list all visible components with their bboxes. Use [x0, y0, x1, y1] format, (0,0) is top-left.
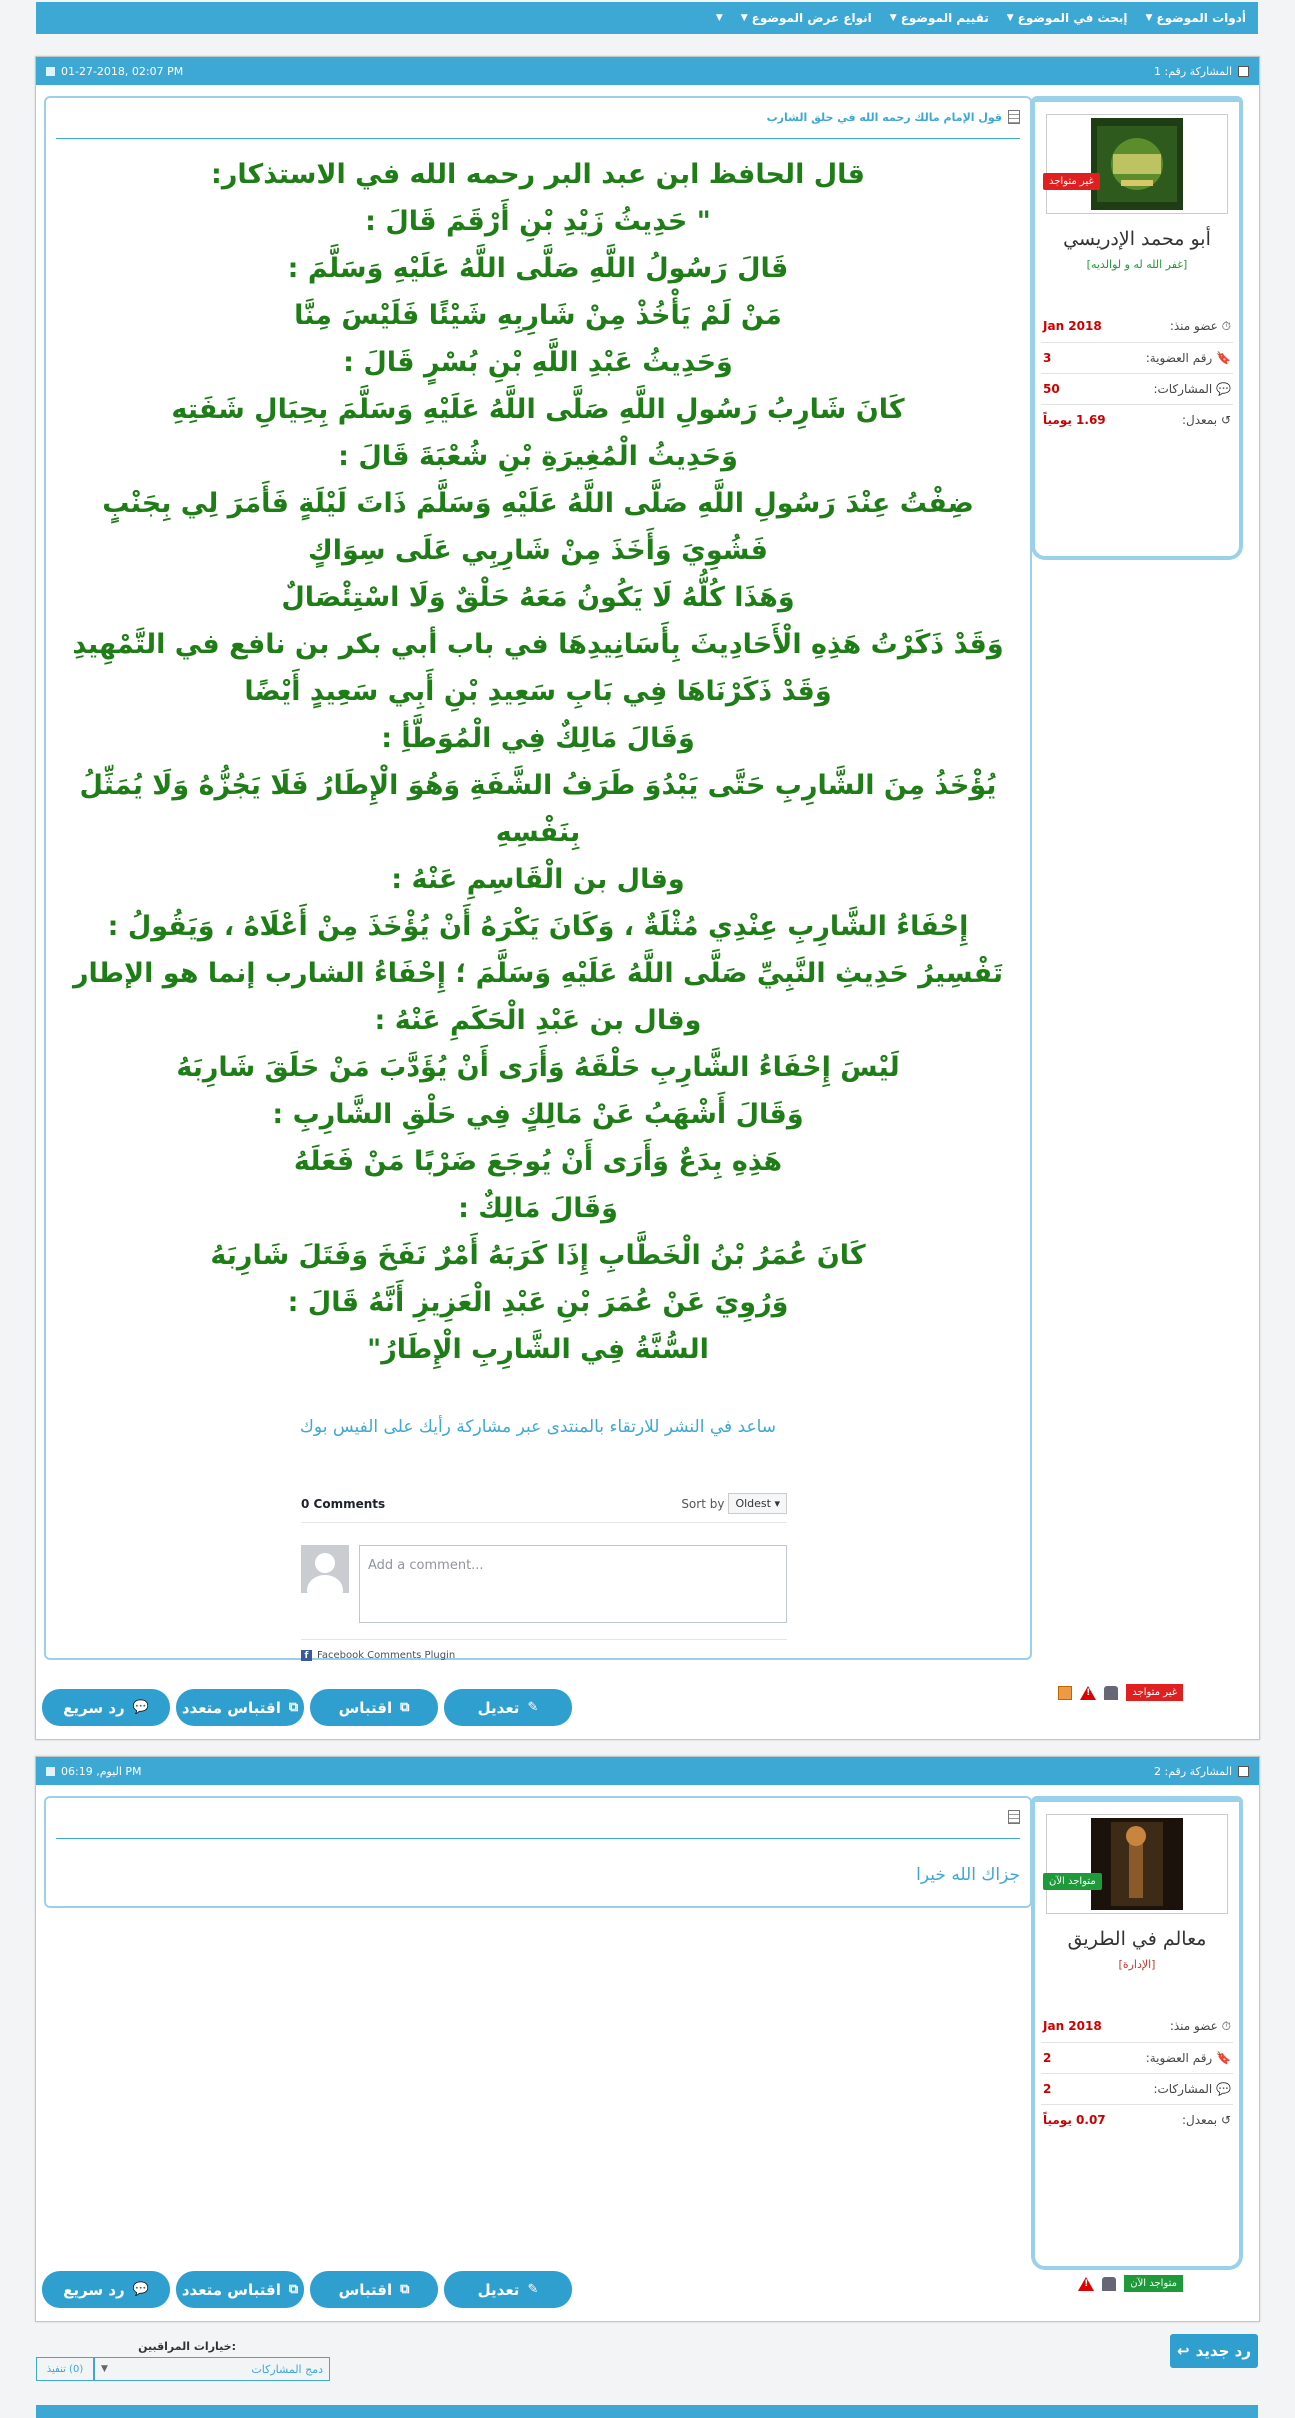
message-line: ضِفْتُ عِنْدَ رَسُولِ اللَّهِ صَلَّى اللَّهُ عَلَيْهِ وَسَلَّمَ ذَاتَ لَيْلَةٍ فَأَمَرَ لِي بِجَنْبٍ فَشُوِيَ وَأَخَذَ مِنْ شَارِبِي عَلَى سِوَاكٍ: [102, 488, 974, 566]
message-line: لَيْسَ إِحْفَاءُ الشَّارِبِ حَلْقَهُ وَأَرَى أَنْ يُؤَدَّبَ مَنْ حَلَقَ شَارِبَهُ: [176, 1052, 900, 1083]
user-profile-icon[interactable]: [1102, 2277, 1116, 2291]
message-line: " حَدِيثُ زَيْدِ بْنِ أَرْقَمَ قَالَ :: [365, 206, 711, 237]
stat-label-text: المشاركات:: [1153, 2082, 1213, 2096]
user-title: [الإدارة]: [1118, 1958, 1156, 1971]
post-message: [46, 139, 1030, 1373]
offline-badge: غير متواجد: [1126, 1684, 1183, 1701]
quote-icon: ⧉: [288, 1700, 299, 1715]
chevron-down-icon: ▼: [1145, 13, 1153, 23]
post-2: [35, 1756, 1260, 2322]
quote-label: اقتباس: [338, 1698, 393, 1717]
moderation-go-button[interactable]: (0) تنفيذ: [36, 2357, 94, 2381]
pencil-icon: ✎: [527, 1700, 539, 1715]
select-post-checkbox[interactable]: [1238, 66, 1249, 77]
display-modes-menu[interactable]: [741, 11, 872, 25]
avatar[interactable]: [1046, 1814, 1228, 1914]
stat-label: ↺ بمعدل:: [1181, 2113, 1231, 2127]
rate-thread-menu[interactable]: [890, 11, 989, 25]
fb-comment-count: 0 Comments: [301, 1496, 386, 1511]
select-post-checkbox[interactable]: [1238, 1766, 1249, 1777]
document-icon: [1008, 1810, 1020, 1824]
post-header: [36, 57, 1259, 85]
message-line: وَهَذَا كُلُّهُ لَا يَكُونُ مَعَهُ حَلْقٌ وَلَا اسْتِئْصَالٌ: [281, 582, 795, 613]
user-stat-posts: [1041, 374, 1233, 405]
user-stat-member-id: [1041, 2043, 1233, 2074]
edit-label: تعديل: [477, 2280, 520, 2299]
rate-thread-label: تقييم الموضوع: [900, 11, 989, 25]
message-line: يُؤْخَذُ مِنَ الشَّارِبِ حَتَّى يَبْدُوَ طَرَفُ الشَّفَةِ وَهُوَ الْإِطَارُ فَلَا يَجُزُّهُ وَلَا يُمَثِّلُ بِنَفْسِهِ: [79, 770, 997, 848]
stat-value: 3: [1043, 351, 1052, 365]
message-line: وقال بن الْقَاسِمِ عَنْهُ :: [391, 864, 685, 895]
edit-button[interactable]: [444, 1689, 572, 1726]
message-line: إِحْفَاءُ الشَّارِبِ عِنْدِي مُثْلَةٌ ، وَكَانَ يَكْرَهُ أَنْ يُؤْخَذَ مِنْ أَعْلَاهُ ، وَيَقُولُ :: [107, 911, 969, 942]
user-title: [غفر الله له و لوالديه]: [1086, 258, 1188, 271]
message-line: هَذِهِ بِدَعٌ وَأَرَى أَنْ يُوجَعَ ضَرْبًا مَنْ فَعَلَهُ: [293, 1146, 783, 1177]
quick-reply-button[interactable]: [42, 1689, 170, 1726]
stat-label: 💬 المشاركات:: [1153, 382, 1231, 396]
quote-icon: ⧉: [400, 1700, 410, 1715]
post-title-text: قول الإمام مالك رحمه الله في حلق الشارب: [766, 110, 1002, 124]
user-stats: [1035, 2011, 1239, 2135]
stat-label: ↺ بمعدل:: [1181, 413, 1231, 427]
message-line: تَفْسِيرُ حَدِيثِ النَّبِيِّ صَلَّى اللَّهُ عَلَيْهِ وَسَلَّمَ ؛ إِحْفَاءُ الشارب إنما هو الإطار: [72, 958, 1004, 989]
user-stat-rate: [1041, 405, 1233, 435]
chevron-down-icon: ▼: [740, 13, 748, 23]
fb-comments-header: [301, 1493, 787, 1523]
multi-quote-button[interactable]: [176, 1689, 304, 1726]
report-icon[interactable]: [1078, 2277, 1094, 2291]
stat-label-text: عضو منذ:: [1169, 2019, 1218, 2033]
stat-value: 0.07 يومياً: [1043, 2113, 1106, 2127]
message-line: وَحَدِيثُ الْمُغِيرَةِ بْنِ شُعْبَةَ قَالَ :: [338, 441, 738, 472]
online-badge: متواجد الآن: [1124, 2275, 1183, 2292]
post-header: [36, 1757, 1259, 1785]
fb-sort: [681, 1493, 787, 1514]
post-1: [35, 56, 1260, 1740]
fb-comment-input[interactable]: Add a comment...: [359, 1545, 787, 1623]
moderator-options: [36, 2340, 330, 2381]
chevron-down-icon: ▼: [1006, 13, 1014, 23]
stat-label-text: المشاركات:: [1153, 382, 1213, 396]
warning-card-icon[interactable]: [1058, 1686, 1072, 1700]
stat-label: 🔖 رقم العضوية:: [1145, 2051, 1231, 2065]
user-stat-joined: [1041, 311, 1233, 343]
quote-button[interactable]: [310, 2271, 438, 2308]
stat-value: Jan 2018: [1043, 319, 1102, 333]
post-title: [46, 98, 1030, 124]
chat-icon: 💬: [132, 1700, 149, 1715]
multi-quote-label: اقتباس متعدد: [181, 1698, 281, 1717]
quick-reply-label: رد سريع: [63, 1698, 125, 1717]
reply-arrow-icon: ↩: [1177, 2342, 1190, 2360]
username[interactable]: معالم في الطريق: [1067, 1928, 1207, 1950]
stat-value: 1.69 يومياً: [1043, 413, 1106, 427]
fb-plugin-link[interactable]: Facebook Comments Plugin: [317, 1650, 456, 1661]
message-line: مَنْ لَمْ يَأْخُذْ مِنْ شَارِبِهِ شَيْئًا فَلَيْسَ مِنَّا: [294, 300, 782, 331]
quote-label: اقتباس: [338, 2280, 393, 2299]
facebook-comments: [301, 1493, 787, 1661]
edit-label: تعديل: [477, 1698, 520, 1717]
fb-sort-select[interactable]: [728, 1493, 787, 1514]
message-line: السُّنَّةُ فِي الشَّارِبِ الْإِطَارُ": [367, 1334, 709, 1365]
stat-value: 50: [1043, 382, 1060, 396]
post-icon: [46, 1767, 55, 1776]
stat-label: 🔖 رقم العضوية:: [1145, 351, 1231, 365]
post-number: [1154, 65, 1249, 78]
message-line: وَحَدِيثُ عَبْدِ اللَّهِ بْنِ بُسْرٍ قَالَ :: [343, 347, 733, 378]
message-line: كَانَ عُمَرُ بْنُ الْخَطَّابِ إِذَا كَرَبَهُ أَمْرٌ نَفَخَ وَفَتَلَ شَارِبَهُ: [210, 1240, 866, 1271]
fb-default-avatar-icon: [301, 1545, 349, 1593]
stat-value: 2: [1043, 2082, 1052, 2096]
user-stat-posts: [1041, 2074, 1233, 2105]
fb-comment-composer: [301, 1545, 787, 1623]
username[interactable]: أبو محمد الإدريسي: [1063, 228, 1211, 250]
chevron-down-icon: ▼: [889, 13, 897, 23]
report-icon[interactable]: [1080, 1686, 1096, 1700]
post-message: جزاك الله خيرا: [916, 1865, 1020, 1885]
stat-label-text: بمعدل:: [1181, 413, 1218, 427]
document-icon: [1008, 110, 1020, 124]
avatar[interactable]: [1046, 114, 1228, 214]
online-status-tag: متواجد الآن: [1043, 1873, 1102, 1890]
message-line: وَرُوِيَ عَنْ عُمَرَ بْنِ عَبْدِ الْعَزِيزِ أَنَّهُ قَالَ :: [287, 1287, 789, 1318]
quote-icon: ⧉: [400, 2282, 410, 2297]
stat-label: ⏱ عضو منذ:: [1169, 2019, 1231, 2033]
chevron-down-icon: ▼: [101, 2364, 108, 2374]
user-stats: [1035, 311, 1239, 435]
message-line: وَقَالَ مَالِكٌ فِي الْمُوَطَّأِ :: [381, 723, 695, 754]
multi-quote-label: اقتباس متعدد: [181, 2280, 281, 2299]
stat-value: Jan 2018: [1043, 2019, 1102, 2033]
chat-icon: 💬: [132, 2282, 149, 2297]
message-line: وقال بن عَبْدِ الْحَكَمِ عَنْهُ :: [374, 1005, 702, 1036]
fb-sort-value: Oldest: [735, 1497, 771, 1510]
post-number: [1154, 1765, 1249, 1778]
multi-quote-button[interactable]: [176, 2271, 304, 2308]
post-date: [46, 1765, 142, 1778]
fb-plugin-footer: [301, 1639, 787, 1661]
stat-label: ⏱ عضو منذ:: [1169, 319, 1231, 333]
post-actions: [42, 2271, 572, 2308]
stat-label: 💬 المشاركات:: [1153, 2082, 1231, 2096]
message-line: كَانَ شَارِبُ رَسُولِ اللَّهِ صَلَّى اللَّهُ عَلَيْهِ وَسَلَّمَ بِحِيَالِ شَفَتِهِ: [171, 394, 905, 425]
stat-label-text: بمعدل:: [1181, 2113, 1218, 2127]
post-date-text: 01-27-2018, 02:07 PM: [61, 64, 184, 78]
moderator-options-row: [36, 2357, 330, 2381]
thread-tools-menu[interactable]: [1145, 11, 1246, 25]
pencil-icon: ✎: [527, 2282, 539, 2297]
message-line: وَقَالَ مَالِكٌ :: [458, 1193, 618, 1224]
quote-icon: ⧉: [288, 2282, 299, 2297]
offline-status-tag: غير متواجد: [1043, 173, 1100, 190]
avatar-image: [1091, 1818, 1183, 1910]
message-line: وَقَالَ أَشْهَبُ عَنْ مَالِكٍ فِي حَلْقِ الشَّارِبِ :: [272, 1099, 804, 1130]
search-thread-menu[interactable]: [1007, 11, 1128, 25]
quick-reply-button[interactable]: [42, 2271, 170, 2308]
message-line: قَالَ رَسُولُ اللَّهِ صَلَّى اللَّهُ عَلَيْهِ وَسَلَّمَ :: [287, 253, 789, 284]
message-line: وَقَدْ ذَكَرْتُ هَذِهِ الْأَحَادِيثَ بِأَسَانِيدِهَا في باب أبي بكر بن نافع في التَّمْهِيدِ وَقَدْ ذَكَرْنَاهَا فِي بَابِ سَعِيدِ بْنِ أَبِي سَعِيدٍ أَيْضًا: [72, 629, 1004, 707]
post-icon: [46, 67, 55, 76]
footer-bar: [36, 2405, 1258, 2418]
facebook-share-prompt: ساعد في النشر للارتقاء بالمنتدى عبر مشاركة رأيك على الفيس بوك: [299, 1417, 777, 1437]
new-reply-button[interactable]: [1170, 2334, 1258, 2368]
stat-label-text: رقم العضوية:: [1145, 351, 1213, 365]
post-actions: [42, 1689, 572, 1726]
extra-menu[interactable]: [716, 13, 723, 23]
post-content: [44, 96, 1032, 1660]
display-modes-label: انواع عرض الموضوع: [751, 11, 872, 25]
avatar-image: [1091, 118, 1183, 210]
message-line: قال الحافظ ابن عبد البر رحمه الله في الاستذكار:: [211, 159, 865, 190]
user-info-panel: [1031, 1796, 1243, 2270]
facebook-icon: f: [301, 1650, 312, 1661]
stat-label-text: عضو منذ:: [1169, 319, 1218, 333]
quick-reply-label: رد سريع: [63, 2280, 125, 2299]
search-thread-label: إبحث في الموضوع: [1017, 11, 1128, 25]
post-title: [46, 1798, 1030, 1824]
post-date-text: اليوم, 06:19 PM: [61, 1764, 142, 1778]
stat-label-text: رقم العضوية:: [1145, 2051, 1213, 2065]
quote-button[interactable]: [310, 1689, 438, 1726]
chevron-down-icon: ▾: [774, 1497, 780, 1510]
user-stat-rate: [1041, 2105, 1233, 2135]
user-info-panel: [1031, 96, 1243, 560]
thread-tools-label: أدوات الموضوع: [1156, 11, 1246, 25]
post-number-text[interactable]: المشاركة رقم: 1: [1154, 64, 1232, 78]
post-date: [46, 65, 183, 78]
post-status-icons: [1058, 1684, 1183, 1701]
moderator-options-label: خيارات المراقبين:: [138, 2340, 236, 2353]
new-reply-label: رد جديد: [1195, 2342, 1251, 2360]
post-status-icons: [1078, 2275, 1183, 2292]
user-stat-member-id: [1041, 343, 1233, 374]
moderation-select-value: دمج المشاركات: [251, 2362, 323, 2376]
post-content: [44, 1796, 1032, 1908]
user-profile-icon[interactable]: [1104, 1686, 1118, 1700]
fb-sort-label: Sort by: [681, 1496, 725, 1511]
stat-value: 2: [1043, 2051, 1052, 2065]
edit-button[interactable]: [444, 2271, 572, 2308]
thread-tools-bar: [36, 2, 1258, 34]
user-stat-joined: [1041, 2011, 1233, 2043]
moderation-action-select[interactable]: [94, 2357, 330, 2381]
chevron-down-icon: ▼: [715, 13, 723, 23]
post-number-text[interactable]: المشاركة رقم: 2: [1154, 1764, 1232, 1778]
